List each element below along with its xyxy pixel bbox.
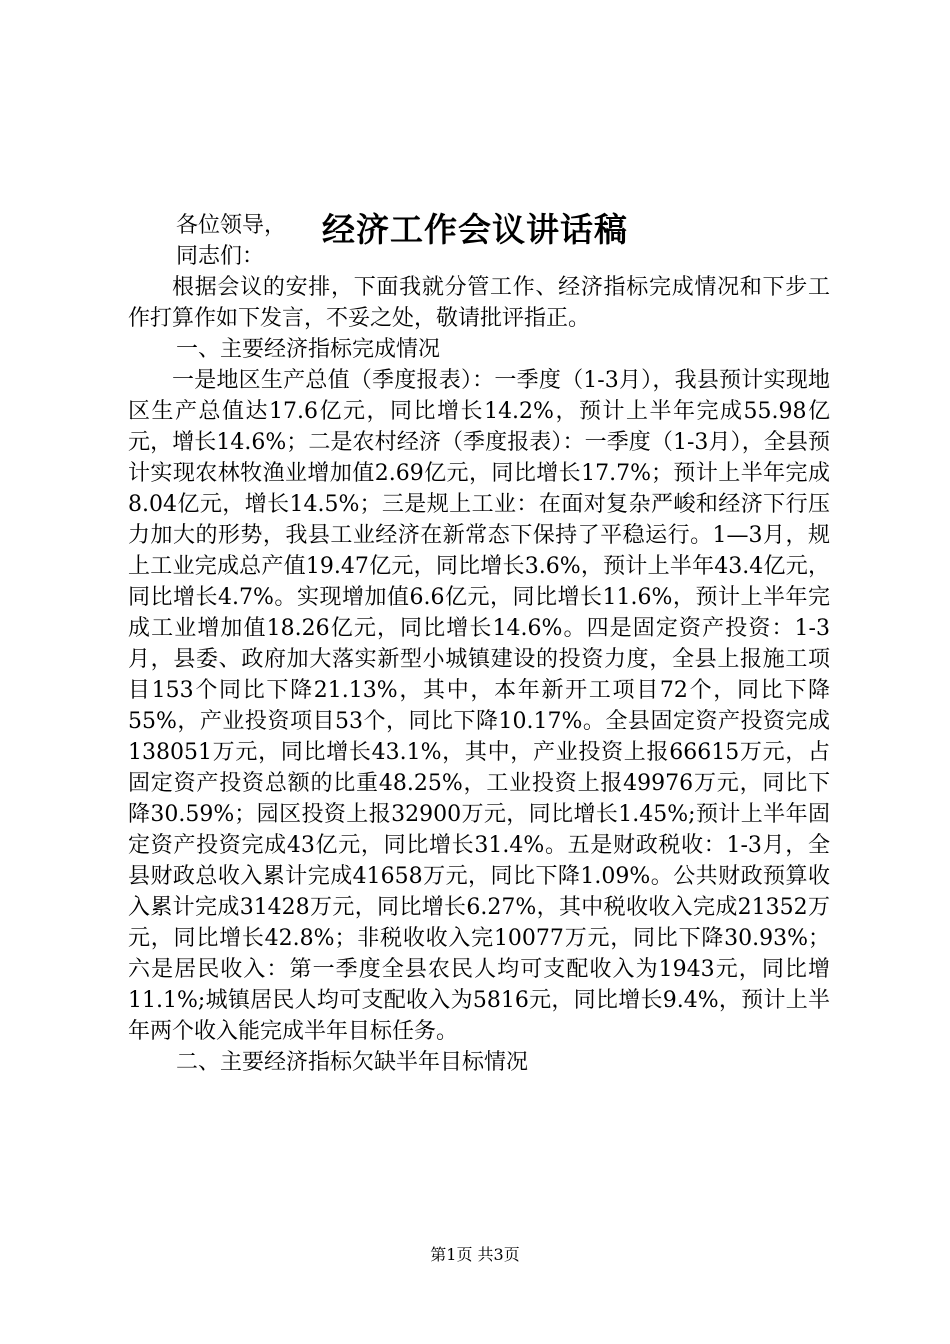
intro-paragraph: 根据会议的安排，下面我就分管工作、经济指标完成情况和下步工作打算作如下发言，不妥之处，敬请批评指正。 (128, 275, 830, 331)
document-title: 经济工作会议讲话稿 (322, 210, 628, 250)
document-body (128, 210, 830, 1078)
section-2-heading: 二、主要经济指标欠缺半年目标情况 (176, 1050, 529, 1075)
section-1-heading: 一、主要经济指标完成情况 (176, 337, 441, 362)
greeting-line-1: 各位领导， (176, 213, 287, 238)
section-1-paragraph: 一是地区生产总值（季度报表）：一季度（1-3月），我县预计实现地区生产总值达17.6亿元，同比增长14.2%，预计上半年完成55.98亿元，增长14.6%；二是农村经济（季度报表）：一季度（1-3月），全县预计实现农林牧渔业增加值2.69亿元，同比增长17.7%；预计上半年完成8.04亿元，增长14.5%；三是规上工业：在面对复杂严峻和经济下行压力加大的形势，我县工业经济在新常态下保持了平稳运行。1—3月，规上工业完成总产值19.47亿元，同比增长3.6%，预计上半年43.4亿元，同比增长4.7%。实现增加值6.6亿元，同比增长11.6%，预计上半年完成工业增加值18.26亿元，同比增长14.6%。四是固定资产投资：1-3月，县委、政府加大落实新型小城镇建设的投资力度，全县上报施工项目153个同比下降21.13%，其中，本年新开工项目72个，同比下降55%，产业投资项目53个，同比下降10.17%。全县固定资产投资完成138051万元，同比增长43.1%，其中，产业投资上报66615万元，占固定资产投资总额的比重48.25%，工业投资上报49976万元，同比下降30.59%；园区投资上报32900万元，同比增长1.45%;预计上半年固定资产投资完成43亿元，同比增长31.4%。五是财政税收：1-3月，全县财政总收入累计完成41658万元，同比下降1.09%。公共财政预算收入累计完成31428万元，同比增长6.27%，其中税收收入完成21352万元，同比增长42.8%；非税收收入完10077万元，同比下降30.93%；六是居民收入：第一季度全县农民人均可支配收入为1943元，同比增11.1%;城镇居民人均可支配收入为5816元，同比增长9.4%，预计上半年两个收入能完成半年目标任务。 (128, 368, 831, 1044)
page-footer: 第1页 共3页 (430, 1245, 520, 1264)
greeting-line-2: 同志们： (176, 244, 265, 269)
